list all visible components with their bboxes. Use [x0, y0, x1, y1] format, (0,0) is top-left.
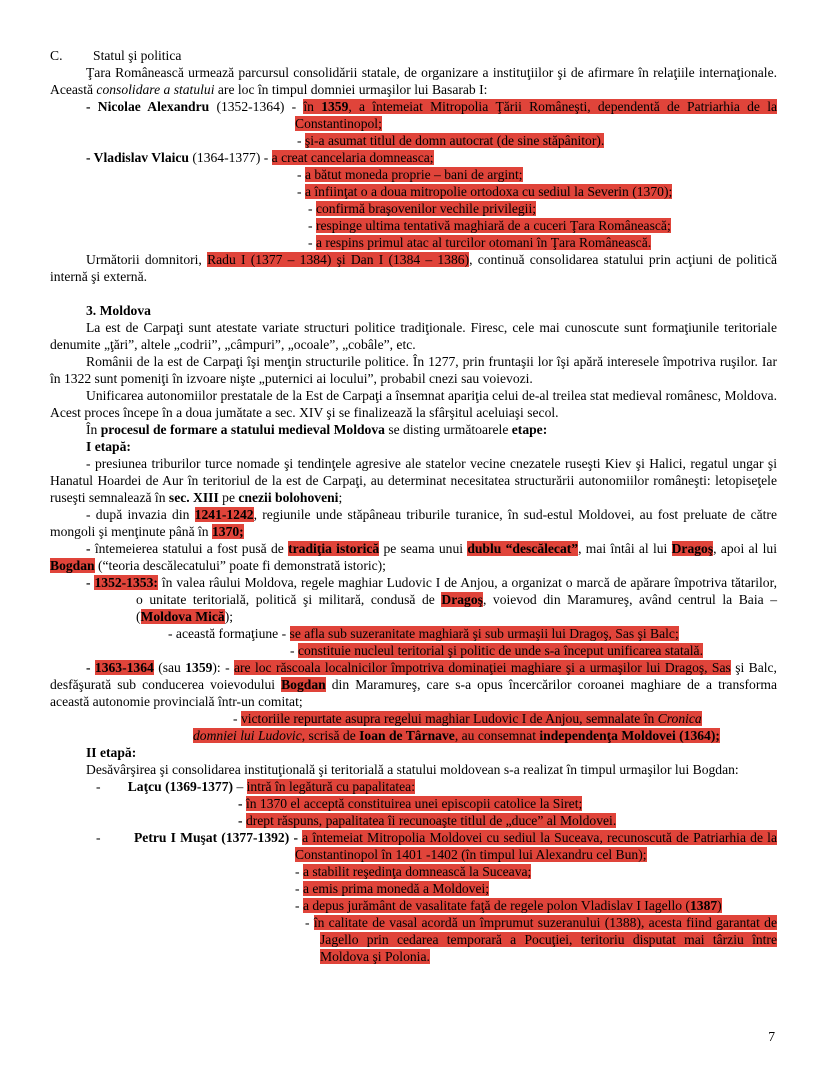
text-run: 1359 — [321, 99, 349, 114]
text-run: - — [86, 575, 95, 590]
item-titlu-duce — [238, 812, 777, 829]
text-run: - — [295, 864, 303, 879]
text-run: - — [233, 711, 241, 726]
text-run: a respins primul atac al turcilor otomani în Ţara Românească. — [315, 235, 652, 250]
text-run: ; — [338, 490, 343, 505]
text-run: Desăvârşirea şi consolidarea instituţională şi teritorială a statului moldovean s-a realizat în timpul urmaşilor lui Bogdan: — [86, 762, 739, 777]
text-run: , regiunile unde stăpâneau triburile turanice, în sud-estul Moldovei, au fost preluate de către mongoli şi menţinute până în — [50, 507, 777, 539]
text-run: (1364-1377) - — [192, 150, 272, 165]
text-run: şi-a asumat titlul de domn autocrat (de sine stăpânitor). — [304, 133, 605, 148]
text-run: etape: — [511, 422, 548, 437]
heading-moldova — [86, 302, 777, 319]
text-run: a creat cancelaria domneasca; — [271, 150, 434, 165]
text-run: - — [295, 898, 303, 913]
section-heading — [50, 47, 777, 64]
para-romanii-est — [50, 353, 777, 387]
item-1352-1353 — [86, 574, 777, 625]
item-invazia-1241 — [50, 506, 777, 540]
text-run: Laţcu (1369-1377) — [127, 779, 234, 794]
item-nicolae-alexandru — [86, 98, 778, 132]
text-run: procesul de formare a statului medieval Moldova — [100, 422, 385, 437]
text-run: - — [86, 541, 95, 556]
text-run: are loc în timpul domniei urmaşilor lui Basarab I: — [214, 82, 488, 97]
text-run: în 1370 el acceptă constituirea unei episcopii catolice la Siret; — [245, 796, 583, 811]
text-run: 1352-1353: — [94, 575, 158, 590]
text-run: , au consemnat — [454, 728, 540, 743]
item-petru-musat — [96, 829, 777, 863]
text-run: 1370; — [211, 524, 244, 539]
text-run: I etapă: — [86, 439, 131, 454]
text-run: ) — [717, 898, 722, 913]
text-run: Ţara Românească urmează parcursul consolidării statale, de organizare a instituţiilor şi de afirmare în relaţiile internaţionale. Această — [50, 65, 777, 97]
para-structuri-traditionale — [50, 319, 777, 353]
page-number: 7 — [768, 1029, 775, 1044]
text-run: - Nicolae Alexandru — [86, 99, 217, 114]
item-presiunea-triburilor — [50, 455, 777, 506]
text-run: se afla sub suzeranitate maghiară şi sub urmaşii lui Dragoş, Sas şi Balc; — [289, 626, 679, 641]
item-imprumut-suzeran — [305, 914, 777, 965]
text-run: în — [303, 99, 322, 114]
text-run: confirmă braşovenilor vechile privilegii; — [315, 201, 537, 216]
text-run: (1352-1364) - — [216, 99, 304, 114]
text-run: (sau — [153, 660, 186, 675]
item-dublu-descalecat — [50, 540, 777, 574]
text-run: 1359 — [185, 660, 213, 675]
text-run: 1363-1364 — [94, 660, 154, 675]
para-proces-formare — [50, 421, 777, 438]
text-run: respinge ultima tentativă maghiară de a cuceri Ţara Românească; — [315, 218, 671, 233]
text-run: Radu I (1377 – 1384) şi Dan I (1384 – 1386) — [207, 252, 470, 267]
text-run: - — [308, 218, 316, 233]
item-resedinta-suceava — [295, 863, 777, 880]
text-run: II etapă: — [86, 745, 137, 760]
text-run: - — [96, 830, 134, 845]
text-run: - — [290, 643, 298, 658]
text-run: - presiunea triburilor turce nomade şi tendinţele agresive ale statelor vecine cnezatele ruseşti Kiev şi Halici, regatul ungar şi Hanatul Hoardei de Aur în teritoriul de la est de Carpaţi, au determinat necesitatea structurării autonomiilor româneşti: letopiseţele ruseşti semnalează în — [50, 456, 777, 505]
text-run: Ioan de Târnave — [359, 728, 455, 743]
text-run: domniei lui Ludovic — [193, 728, 302, 743]
item-moneda — [297, 166, 777, 183]
text-run: drept răspuns, papalitatea îi recunoaşte titlul de „duce” al Moldovei. — [245, 813, 617, 828]
item-formatiune-suzeranitate — [168, 625, 777, 642]
text-run: Unificarea autonomiilor prestatale de la Est de Carpaţi a însemnat apariţia celui de-al treilea stat medieval românesc, Moldova. Acest proces începe în a doua jumătate a sec. XIV şi se finalizează la sfârşitul aceluiaşi secol. — [50, 388, 777, 420]
item-atac-otoman — [308, 234, 777, 251]
text-run: - — [238, 813, 246, 828]
text-run: Bogdan — [281, 677, 326, 692]
text-run: 3. Moldova — [86, 303, 151, 318]
item-prima-moneda — [295, 880, 777, 897]
text-run: în valea râului Moldova, regele maghiar Ludovic I de Anjou, a organizat o marcă de apărare împotriva tătarilor, o unitate teritorială, politică şi militară, condusă de — [136, 575, 777, 607]
text-run: - după invazia din — [86, 507, 195, 522]
text-run: , continuă consolidarea statului prin acţiuni de politică internă şi externă. — [50, 252, 778, 284]
heading-etapa-2 — [86, 744, 777, 761]
item-1363-1364 — [50, 659, 777, 710]
text-run: intră în legătură cu papalitatea: — [246, 779, 415, 794]
text-run: , voievod din Maramureş, având centrul la Baia – ( — [136, 592, 777, 624]
text-run: se disting următoarele — [384, 422, 512, 437]
item-mitropolie-severin — [297, 183, 777, 200]
text-run: - — [238, 796, 246, 811]
text-run: - — [297, 167, 305, 182]
text-run: , mai întâi al lui — [578, 541, 672, 556]
item-privilegii — [308, 200, 777, 217]
heading-etapa-1 — [86, 438, 777, 455]
text-run: 1241-1242 — [194, 507, 254, 522]
text-run: 1387 — [689, 898, 718, 913]
text-run: Românii de la est de Carpaţi îşi menţin structurile politice. În 1277, prin fruntaşii lor îşi apără interesele împotriva ruşilor. Iar în 1322 sunt pomeniţi în izvoare nişte „puternici ai locului”, probabil cnezi sau voievozi. — [50, 354, 777, 386]
text-run: - — [308, 235, 316, 250]
text-run: are loc răscoala localnicilor împotriva dominaţiei maghiare şi a urmaşilor lui Dragoş, Sas — [234, 660, 731, 675]
text-run: victoriile repurtate asupra regelui maghiar Ludovic I de Anjou, semnalate în — [240, 711, 658, 726]
text-run: - — [86, 660, 95, 675]
text-run: în calitate de vasal acordă un împrumut suzeranului (1388), acesta fiind garantat de Jagello prin cedarea temporară a Pocuţiei, teritoriu disputat mai târziu între Moldova şi Polonia. — [313, 915, 777, 964]
text-run: dublu “descălecat” — [467, 541, 579, 556]
text-run: a întemeiat Mitropolia Moldovei cu sediul la Suceava, recunoscută de Patriarhia de la Constantinopol în 1401 -1402 (în timpul lui Alexandru cel Bun); — [295, 830, 777, 862]
item-victorii-cronica — [233, 710, 777, 727]
text-run: - Vladislav Vlaicu — [86, 150, 193, 165]
para-unificarea — [50, 387, 777, 421]
text-run: a depus jurământ de vasalitate faţă de regele polon Vladislav I Iagello ( — [302, 898, 690, 913]
item-vladislav-vlaicu — [86, 149, 777, 166]
text-run: – — [233, 779, 247, 794]
text-run: - — [297, 133, 305, 148]
text-run: Dragoş — [441, 592, 483, 607]
item-titlu-autocrat — [297, 132, 777, 149]
text-run: - — [295, 881, 303, 896]
text-run: ): - — [212, 660, 234, 675]
text-run: (“teoria descălecatului” poate fi demonstrată istoric); — [94, 558, 386, 573]
text-run: a stabilit reşedinţa domnească la Suceava; — [302, 864, 532, 879]
text-run: Dragoş — [671, 541, 714, 556]
text-run: - — [305, 915, 314, 930]
text-run: sec. XIII — [168, 490, 219, 505]
item-episcopie-siret — [238, 795, 777, 812]
text-run: întemeierea statului a fost pusă de — [94, 541, 289, 556]
text-run: La est de Carpaţi sunt atestate variate structuri politice tradiţionale. Firesc, cele mai cunoscute sunt formaţiunile teritoriale denumite „ţări”, altele „codrii”, „câmpuri”, „ocoale”, „cobâle”, etc. — [50, 320, 777, 352]
text-run: Bogdan — [50, 558, 95, 573]
text-run: a bătut moneda proprie – bani de argint; — [304, 167, 523, 182]
item-nucleu-teritorial — [290, 642, 777, 659]
text-run: din Maramureş, care s-a opus încercărilor coroanei maghiare de a transforma această autonomie provincială într-un comitat; — [50, 677, 777, 709]
item-juramant-vasalitate — [295, 897, 777, 914]
text-run: cnezii bolohoveni — [238, 490, 339, 505]
text-run: pe seama unui — [379, 541, 468, 556]
text-run: C. Statul şi politica — [50, 48, 182, 63]
text-run: - această formaţiune - — [168, 626, 290, 641]
text-run: independenţa Moldovei (1364); — [539, 728, 720, 743]
text-run: a emis prima monedă a Moldovei; — [302, 881, 490, 896]
text-run: Moldova Mică — [140, 609, 225, 624]
text-run: - — [308, 201, 316, 216]
item-tentativa-maghiara — [308, 217, 777, 234]
text-run: , apoi al lui — [713, 541, 777, 556]
text-run: constituie nucleul teritorial şi politic de unde s-a început unificarea statală. — [297, 643, 703, 658]
para-desavarsirea — [50, 761, 777, 778]
text-run: tradiţia istorică — [288, 541, 380, 556]
text-run: ); — [224, 609, 234, 624]
text-run: a înfiinţat o a doua mitropolie ortodoxa cu sediul la Severin (1370); — [304, 184, 673, 199]
item-latcu — [96, 778, 777, 795]
text-run: Următorii domnitori, — [86, 252, 208, 267]
text-run: - — [297, 184, 305, 199]
para-tara-romaneasca — [50, 64, 777, 98]
text-run: consolidare a statului — [96, 82, 215, 97]
text-run: În — [86, 422, 101, 437]
document-body — [50, 47, 777, 965]
text-run: , a întemeiat Mitropolia Ţării Româneşti, dependentă de Patriarhia de la Constantinopol; — [295, 99, 778, 131]
item-cronica-continuare — [193, 727, 777, 744]
text-run: , scrisă de — [301, 728, 360, 743]
text-run: - — [96, 779, 128, 794]
para-urmatorii-domnitori — [50, 251, 777, 285]
text-run: Petru I Muşat (1377-1392) - — [134, 830, 303, 845]
spacer — [50, 285, 777, 302]
text-run: şi Balc, desfăşurată sub conducerea voievodului — [50, 660, 777, 692]
text-run: Cronica — [657, 711, 702, 726]
text-run: pe — [218, 490, 239, 505]
